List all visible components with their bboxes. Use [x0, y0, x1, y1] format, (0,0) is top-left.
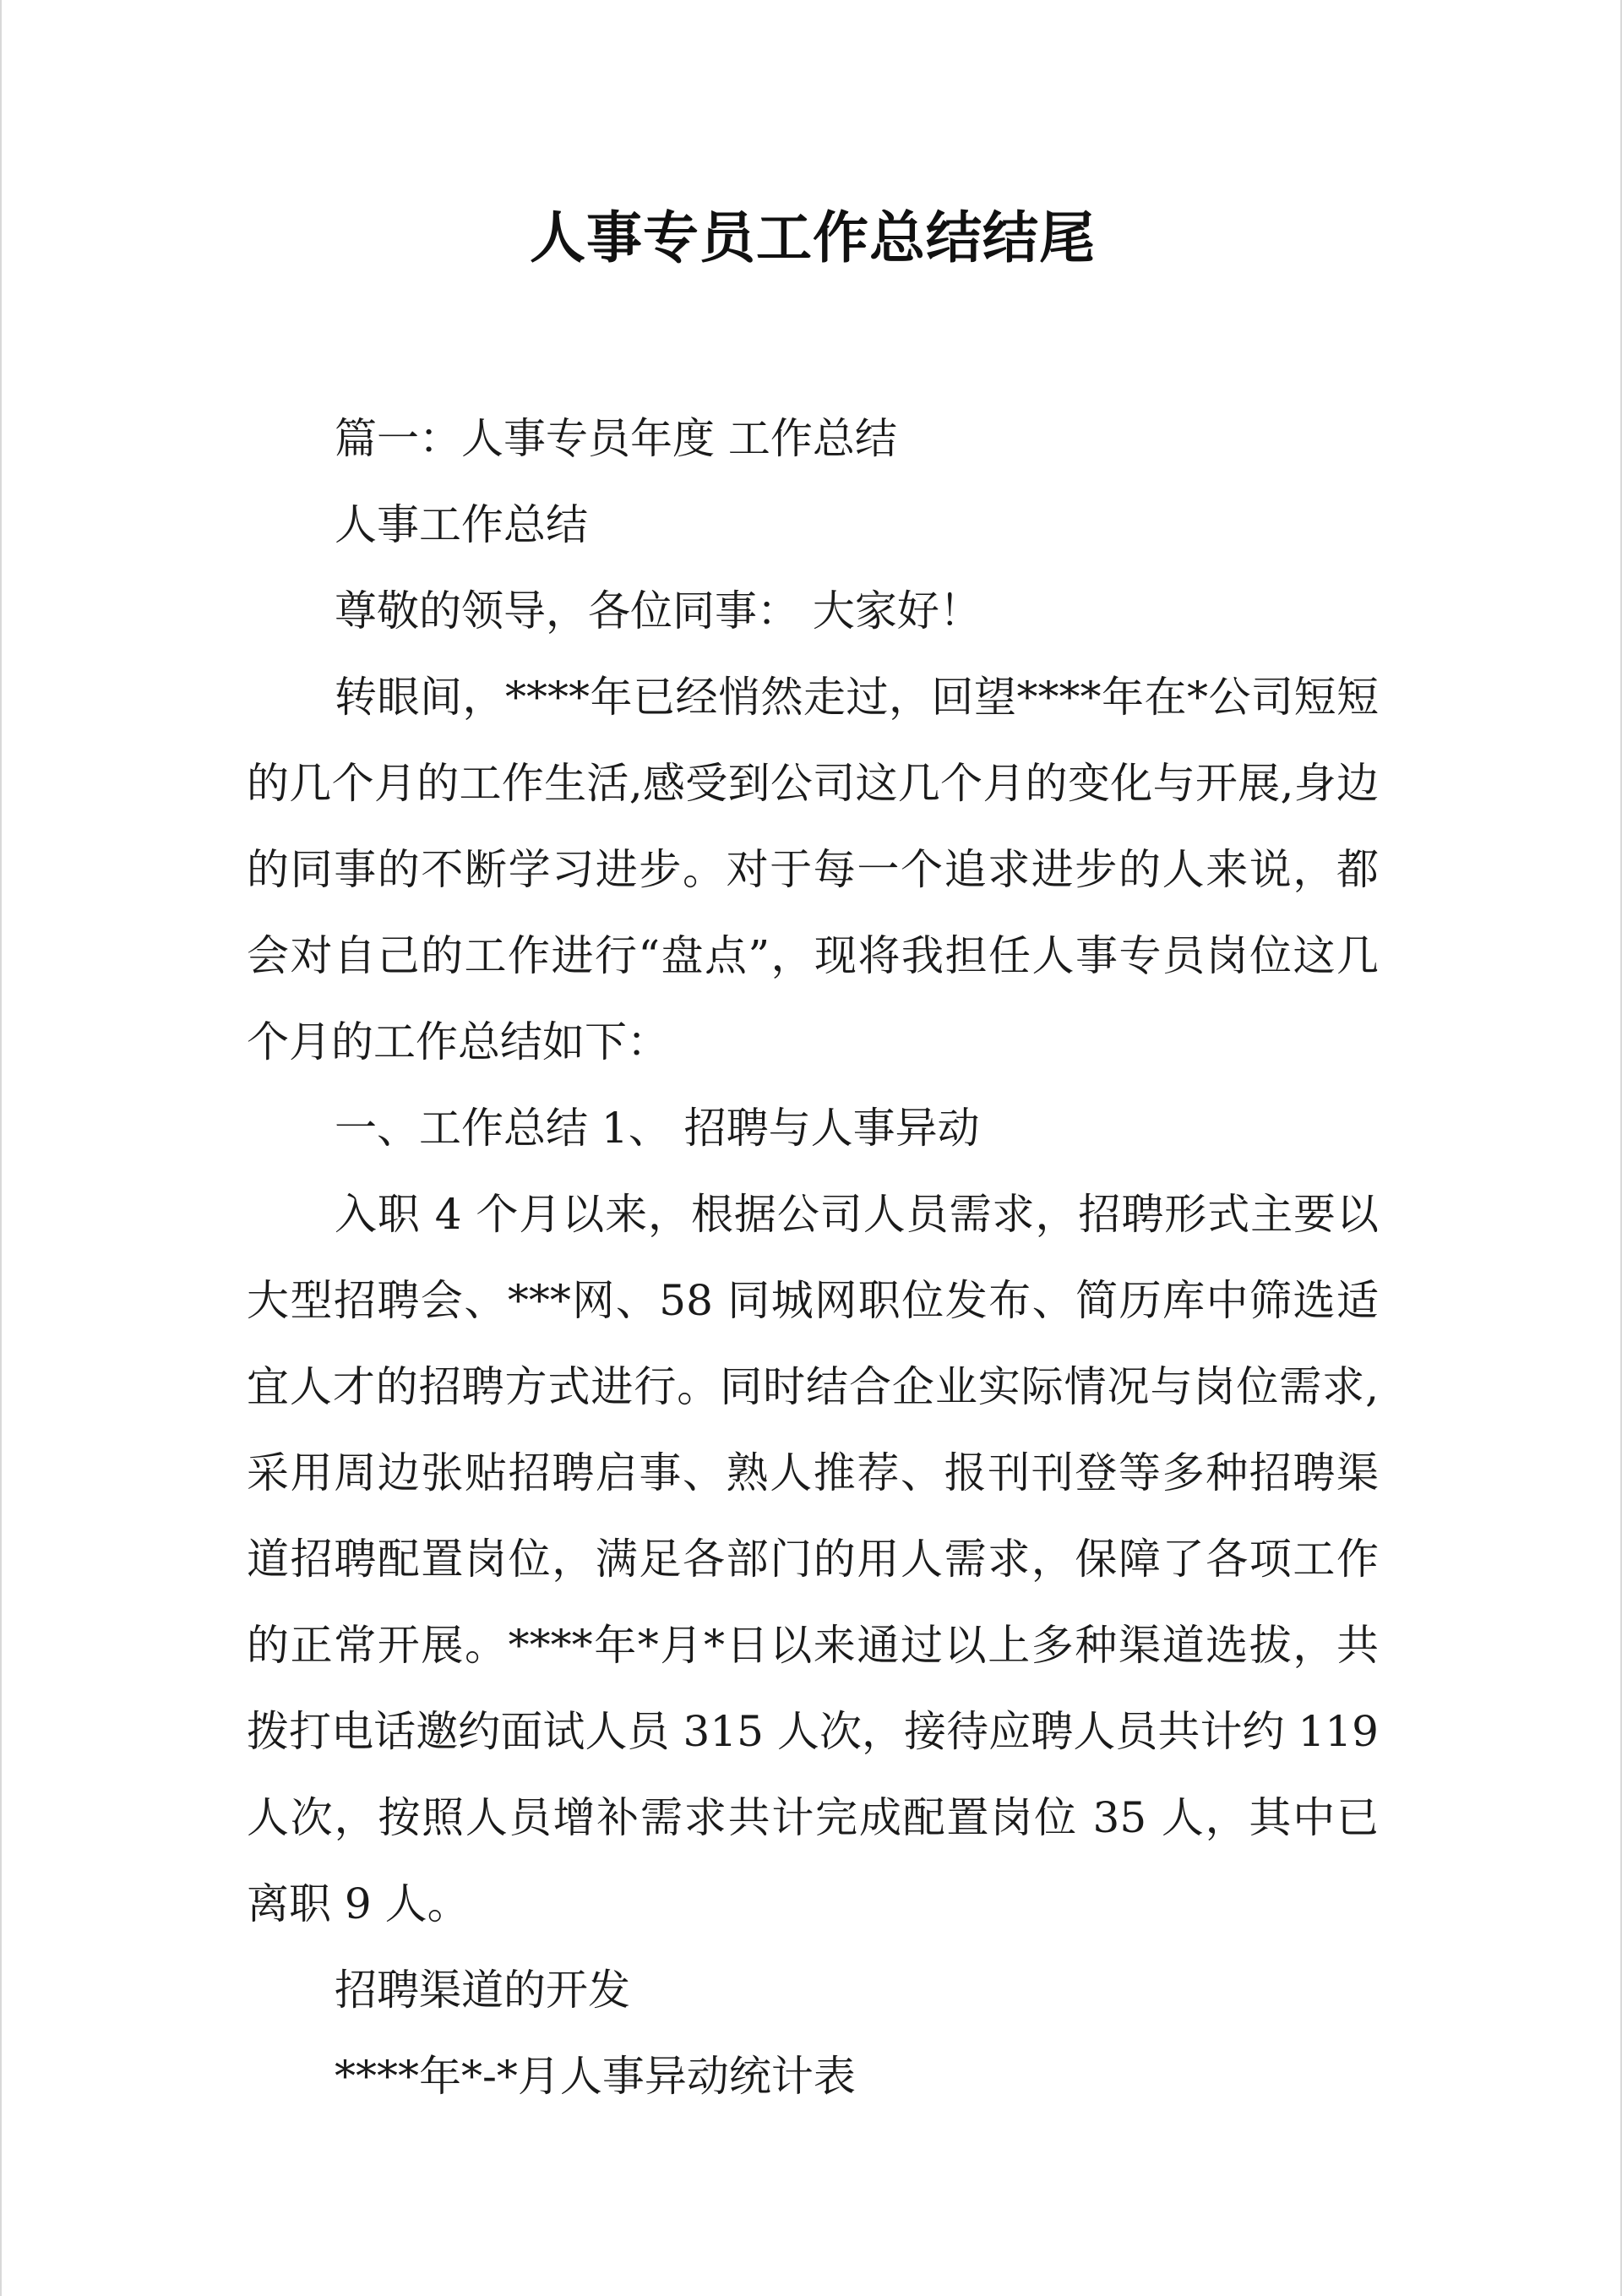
paragraph-subtitle: 人事工作总结	[335, 500, 588, 549]
paragraph-work-summary-heading: 一、工作总结 1、 招聘与人事异动	[335, 1104, 980, 1153]
paragraph-greeting: 尊敬的领导，各位同事： 大家好！	[335, 586, 982, 635]
paragraph-recruitment-details: 入职 4 个月以来，根据公司人员需求，招聘形式主要以大型招聘会、***网、58 同城网职位发布、简历库中筛选适宜人才的招聘方式进行。同时结合企业实际情况与岗位需求,采用周边张贴招聘启事、熟人推荐、报刊刊登等多种招聘渠道招聘配置岗位，满足各部门的用人需求，保障了各项工作的正常开展。****年*月*日以来通过以上多种渠道选拔，共拨打电话邀约面试人员 315 人次，接待应聘人员共计约 119 人次，按照人员增补需求共计完成配置岗位 35 人，其中已离职 9 人。	[247, 1190, 1379, 1928]
document-body	[247, 395, 1379, 2119]
paragraph-section-heading: 篇一：人事专员年度 工作总结	[335, 414, 897, 463]
paragraph-channel-development: 招聘渠道的开发	[335, 1966, 630, 2015]
paragraph-table-caption: ****年*-*月人事异动统计表	[335, 2052, 856, 2101]
paragraph-intro: 转眼间，****年已经悄然走过，回望****年在*公司短短的几个月的工作生活,感受到公司这几个月的变化与开展,身边的同事的不断学习进步。对于每一个追求进步的人来说，都会对自己的工作进行“盘点”，现将我担任人事专员岗位这几个月的工作总结如下：	[247, 673, 1379, 1066]
document-title: 人事专员工作总结结尾	[530, 205, 1096, 270]
